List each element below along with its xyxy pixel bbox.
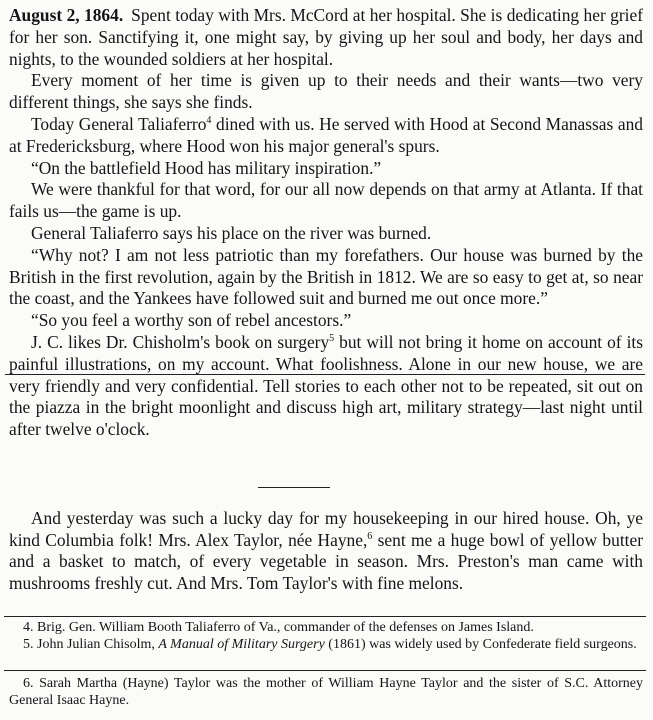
footnote-ref: 6 <box>367 530 373 542</box>
section-divider <box>258 487 330 488</box>
entry-paragraph: Every moment of her time is given up to their needs and their wants—two very different things, she says she finds. <box>9 70 643 113</box>
entry-text: And yesterday was such a lucky day for my housekeeping in our hired house. Oh, ye kind Columbia folk! Mrs. Alex Taylor, née Hayne, <box>9 508 643 550</box>
footnote: 4. Brig. Gen. William Booth Taliaferro of Va., commander of the defenses on James Island. <box>23 620 534 635</box>
footnote-ref: 5 <box>329 333 335 345</box>
entry-text: sent me a huge bowl of yellow butter and a basket to match, of every vegetable in season. Mrs. Preston's man came with mushrooms freshly cut. And Mrs. Tom Taylor's with fine melons. <box>9 529 643 593</box>
entry-paragraph <box>9 5 643 70</box>
entry-paragraph <box>9 508 643 594</box>
entry-paragraph <box>9 332 643 441</box>
footnote-ref: 4 <box>206 115 212 127</box>
entry-paragraph <box>9 114 643 158</box>
footnotes-block <box>9 676 643 709</box>
entry-text: J. C. likes Dr. Chisholm's book on surgery <box>31 331 330 352</box>
entry-paragraph: “So you feel a worthy son of rebel ancestors.” <box>31 310 352 331</box>
footnotes-block <box>9 620 643 653</box>
footnote <box>9 637 643 654</box>
entry-paragraph: General Taliaferro says his place on the river was burned. <box>31 222 432 243</box>
entry-text: but will not bring it home on account of its painful illustrations, on my account. What foolishness. Alone in our new house, we are very friendly and very confidential. Tell stories to each other not to be repeated, sit out on the piazza in the bright moonlight and discuss high art, military strategy—last night until after twelve o'clock. <box>9 331 643 440</box>
footnote-text: (1861) was widely used by Confederate field surgeons. <box>324 636 637 652</box>
entry-paragraph: “On the battlefield Hood has military inspiration.” <box>31 157 382 178</box>
entry-text: Today General Taliaferro <box>31 113 207 134</box>
entry-text: dined with us. He served with Hood at Second Manassas and at Fredericksburg, where Hood won his major general's spurs. <box>9 113 643 156</box>
diary-entry <box>9 5 643 441</box>
entry-date: August 2, 1864. <box>9 5 124 25</box>
footnote: 6. Sarah Martha (Hayne) Taylor was the mother of William Hayne Taylor and the sister of S.C. Attorney General Isaac Hayne. <box>9 676 643 708</box>
diary-entry-continued <box>9 508 643 594</box>
entry-paragraph: “Why not? I am not less patriotic than my forefathers. Our house was burned by the British in the first revolution, again by the British in 1812. We are so easy to get at, so near the coast, and the Yankees have followed suit and burned me out once more.” <box>9 244 643 309</box>
footnote-text: 5. John Julian Chisolm, <box>23 636 159 652</box>
footnote-divider <box>4 670 646 671</box>
book-title: A Manual of Military Surgery <box>158 636 325 652</box>
footnote-divider <box>4 616 646 617</box>
entry-paragraph: We were thankful for that word, for our all now depends on that army at Atlanta. If that fails us—the game is up. <box>9 179 643 222</box>
entry-text: Spent today with Mrs. McCord at her hospital. She is dedicating her grief for her son. Sanctifying it, one might say, by giving up her soul and body, her days and nights, to the wounded soldiers at her hospital. <box>9 5 643 69</box>
underline-mark <box>5 374 645 375</box>
